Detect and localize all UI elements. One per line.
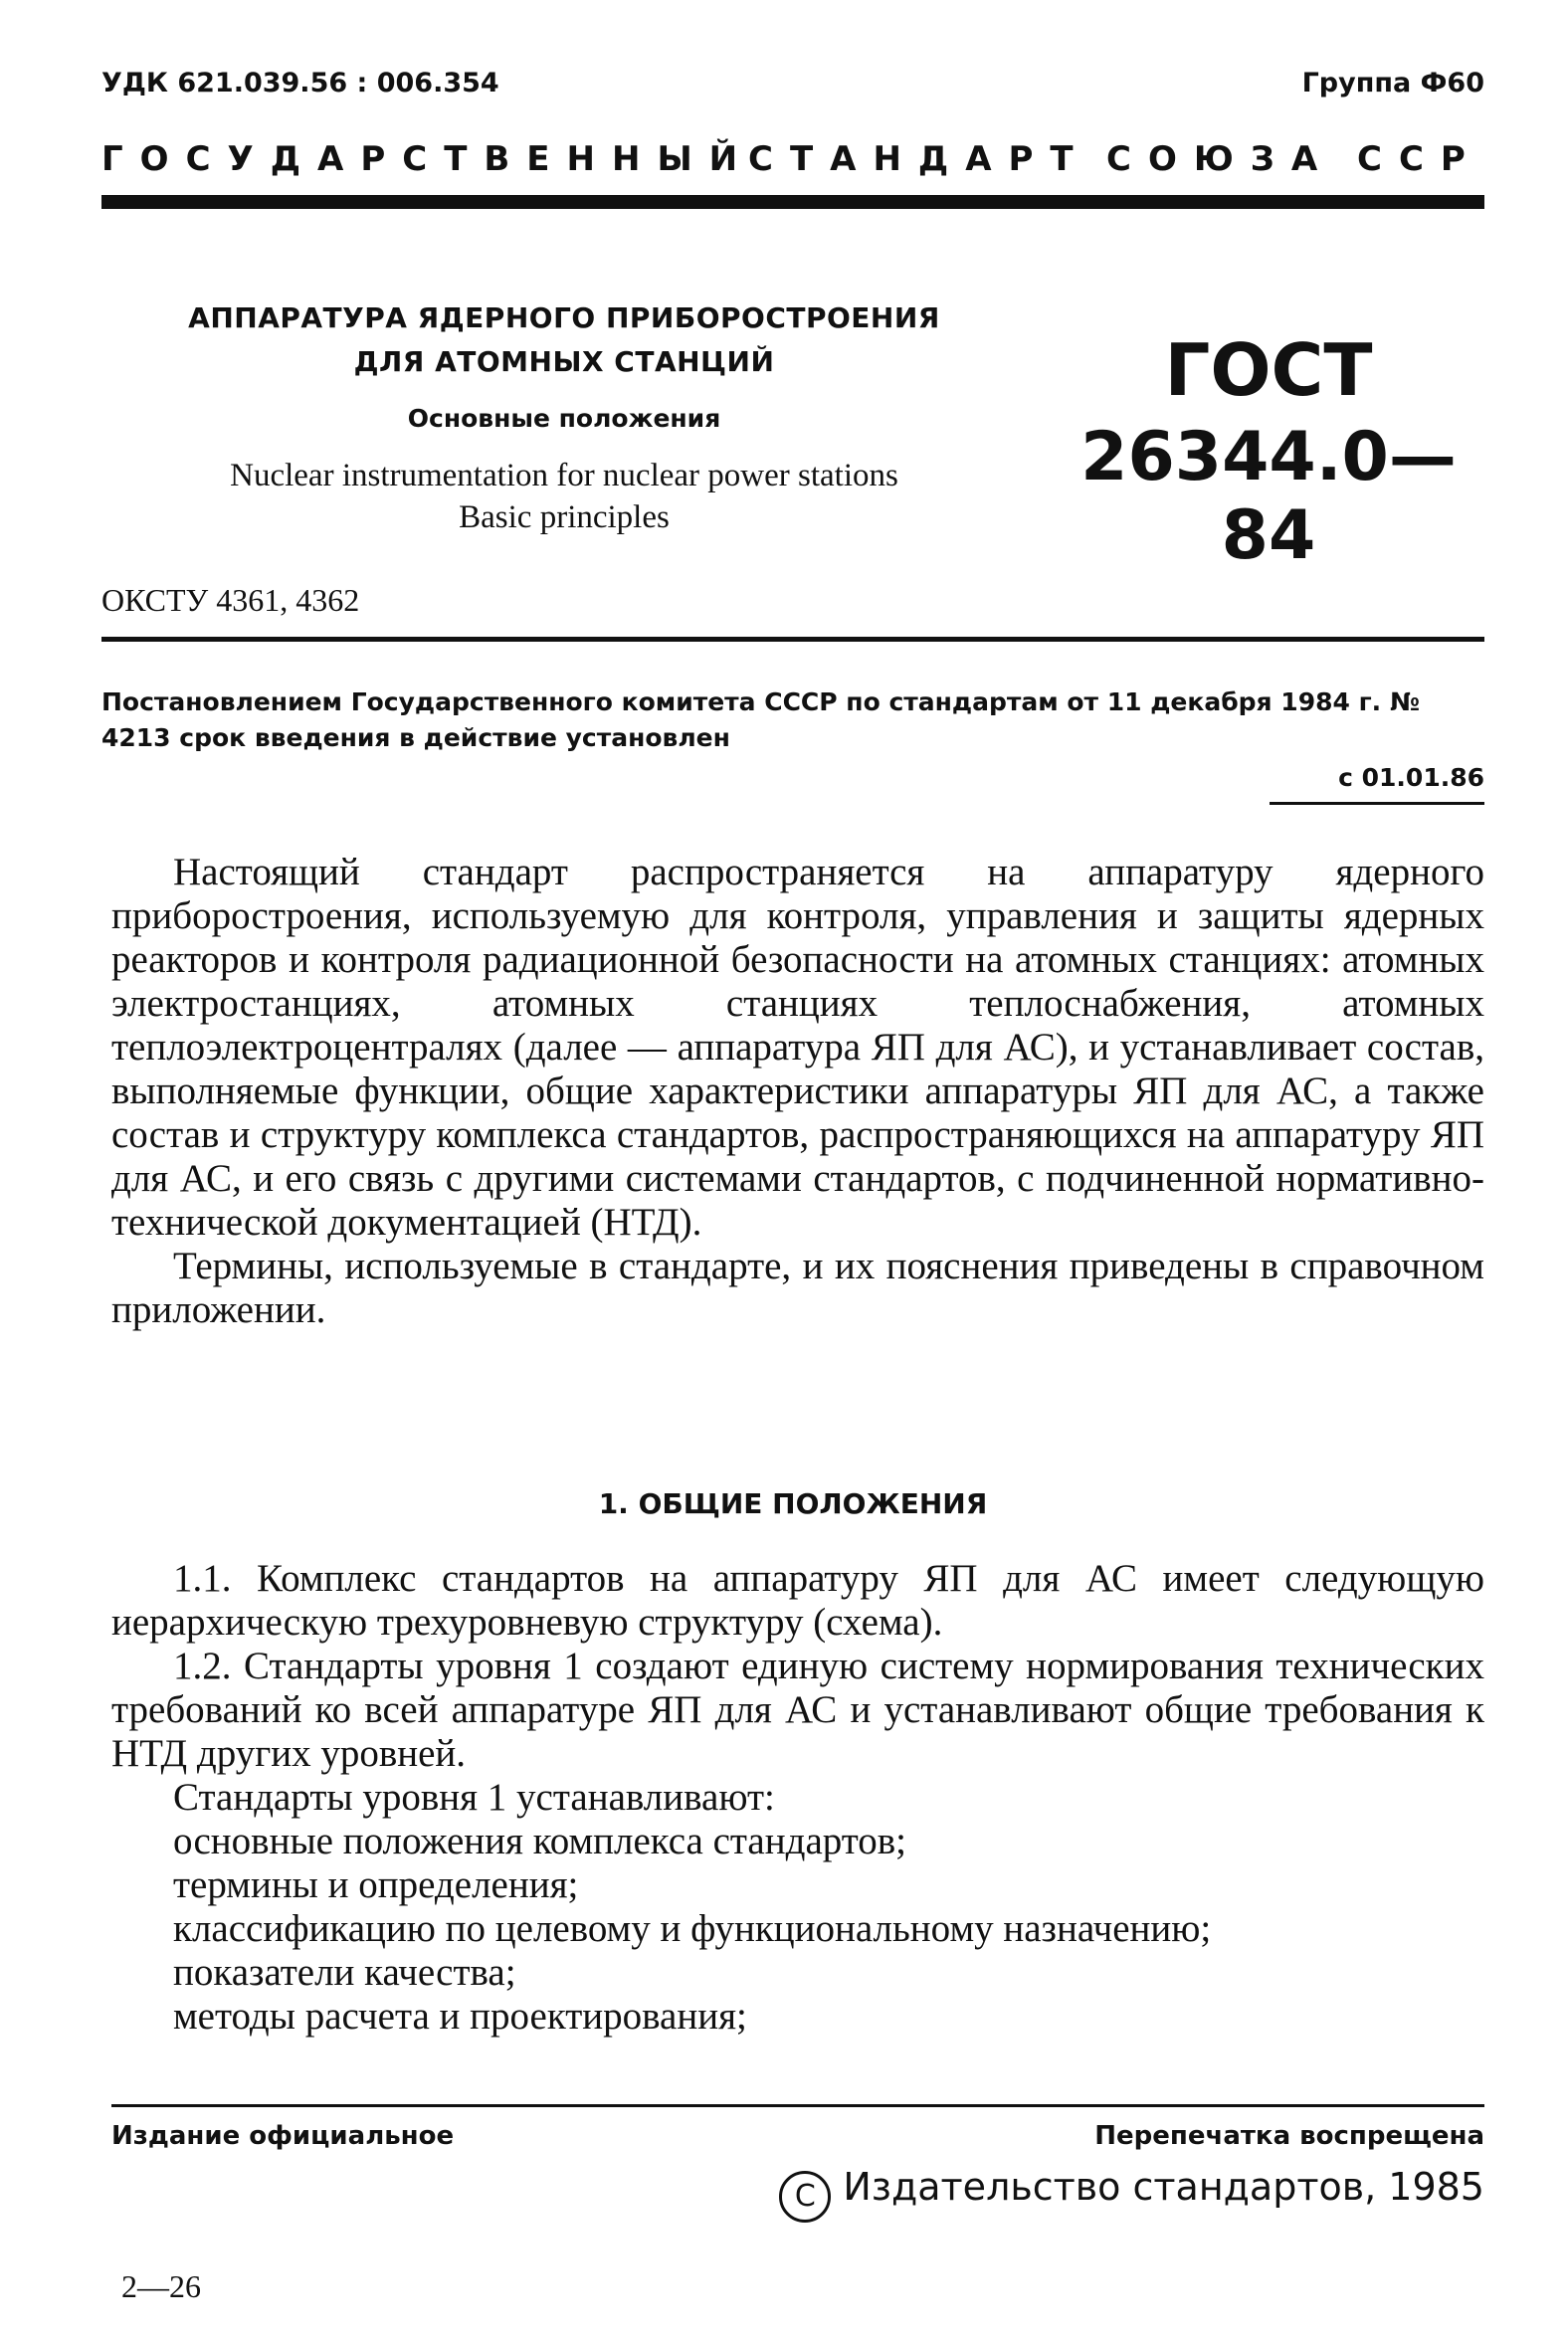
- standard-banner: [101, 139, 1484, 179]
- footer-rule: [111, 2104, 1484, 2107]
- publisher-line: [779, 2165, 1484, 2223]
- header-rule: [101, 195, 1484, 209]
- decree-text: Постановлением Государственного комитета СССР по стандартам от 11 декабря 1984 г. № 4213 срок введения в действие установлен: [101, 687, 1420, 752]
- title-rule: [101, 637, 1484, 642]
- copyright-icon: C: [779, 2171, 831, 2223]
- list-item: показатели качества;: [173, 1951, 516, 1994]
- intro-paragraph-1: Настоящий стандарт распространяется на аппаратуру ядерного приборостроения, используемую для контроля, управления и защиты ядерных реакторов и контроля радиационной безопасности на атомных станциях: атомных электростанциях, атомных станциях теплоснабжения, атомных теплоэлектроцентралях (далее — аппаратура ЯП для АС), и устанавливает состав, выполняемые функции, общие характеристики аппаратуры ЯП для АС, а также состав и структуру комплекса стандартов, распространяющихся на аппаратуру ЯП для АС, и его связь с другими системами стандартов, с подчиненной нормативно-технической документацией (НТД).: [111, 851, 1484, 1244]
- gost-label: ГОСТ: [1164, 328, 1373, 412]
- title-ru-line-2: ДЛЯ АТОМНЫХ СТАНЦИЙ: [353, 345, 775, 378]
- title-ru-line-1: АППАРАТУРА ЯДЕРНОГО ПРИБОРОСТРОЕНИЯ: [188, 301, 940, 334]
- intro-section: [111, 851, 1484, 1332]
- title-block: [101, 296, 1027, 538]
- page-code: 2—26: [121, 2268, 201, 2304]
- list-item: термины и определения;: [173, 1863, 579, 1906]
- clause-1-2: 1.2. Стандарты уровня 1 создают единую систему нормирования технических требований ко всей аппаратуре ЯП для АС и устанавливают общие требования к НТД других уровней.: [111, 1645, 1484, 1775]
- title-en-line-2: Basic principles: [459, 499, 670, 535]
- banner-word-2: СТАНДАРТ: [748, 139, 1090, 179]
- banner-word-1: ГОСУДАРСТВЕННЫЙ: [101, 139, 755, 179]
- banner-word-4: ССР: [1357, 139, 1482, 179]
- effective-date: с 01.01.86: [1338, 763, 1484, 792]
- list-item: классификацию по целевому и функциональному назначению;: [173, 1907, 1212, 1950]
- okstu-code: ОКСТУ 4361, 4362: [101, 582, 360, 618]
- edition-note: Издание официальное: [111, 2121, 455, 2151]
- list-item: основные положения комплекса стандартов;: [173, 1820, 907, 1862]
- publisher-name: Издательство стандартов, 1985: [843, 2165, 1484, 2209]
- list-item: методы расчета и проектирования;: [173, 1995, 747, 2038]
- intro-paragraph-2: Термины, используемые в стандарте, и их пояснения приведены в справочном приложении.: [111, 1245, 1484, 1331]
- title-en: [101, 455, 1027, 538]
- banner-word-3: СОЮЗА: [1106, 139, 1335, 179]
- level-1-intro: Стандарты уровня 1 устанавливают:: [173, 1776, 775, 1819]
- udk-code: УДК 621.039.56 : 006.354: [101, 68, 499, 98]
- reprint-note: Перепечатка воспрещена: [1094, 2121, 1484, 2151]
- effective-date-underline: [1270, 802, 1484, 805]
- title-subtitle: Основные положения: [407, 404, 721, 433]
- section-1-heading: 1. ОБЩИЕ ПОЛОЖЕНИЯ: [598, 1487, 988, 1520]
- clause-1-1: 1.1. Комплекс стандартов на аппаратуру ЯП для АС имеет следующую иерархическую трехуровневую структуру (схема).: [111, 1557, 1484, 1644]
- group-code: Группа Ф60: [1301, 68, 1484, 98]
- gost-number: 26344.0—84: [1080, 418, 1457, 575]
- section-1-body: [111, 1557, 1484, 2039]
- title-en-line-1: Nuclear instrumentation for nuclear power stations: [230, 458, 898, 493]
